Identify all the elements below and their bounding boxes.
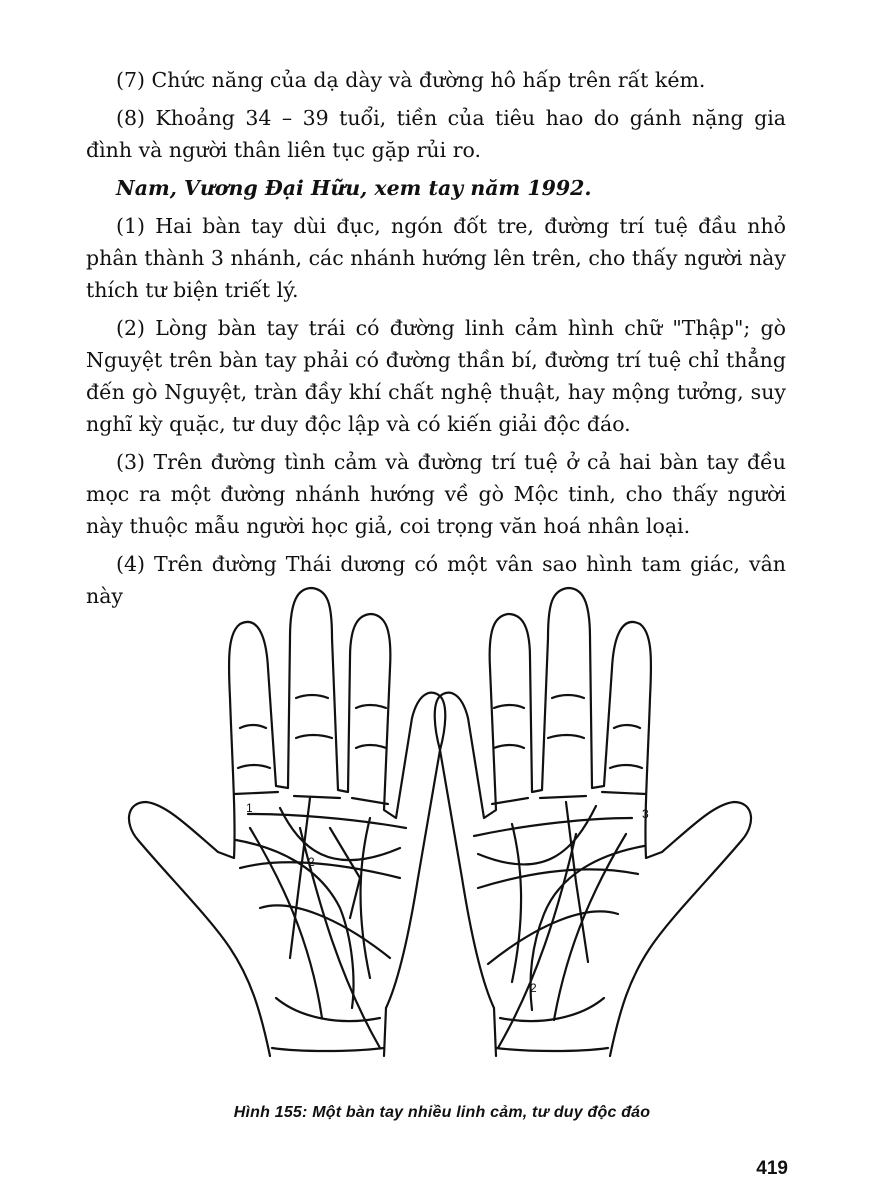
body-text [86, 64, 786, 618]
right-mark-3: 3 [642, 807, 649, 821]
paragraph-item-2: (2) Lòng bàn tay trái có đường linh cảm hình chữ "Thập"; gò Nguyệt trên bàn tay phải có đường thần bí, đường trí tuệ chỉ thẳng đến gò Nguyệt, tràn đầy khí chất nghệ thuật, hay mộng tưởng, suy nghĩ kỳ quặc, tư duy độc lập và có kiến giải độc đáo. [86, 316, 786, 436]
paragraph-item-1: (1) Hai bàn tay dùi đục, ngón đốt tre, đường trí tuệ đầu nhỏ phân thành 3 nhánh, các nhánh hướng lên trên, cho thấy người này thích tư biện triết lý. [86, 214, 786, 302]
right-mark-2: 2 [530, 981, 537, 995]
left-hand [129, 588, 445, 1056]
paragraph-item-8: (8) Khoảng 34 – 39 tuổi, tiền của tiêu hao do gánh nặng gia đình và người thân liên tục gặp rủi ro. [86, 106, 786, 162]
left-mark-2: 2 [308, 855, 315, 869]
paragraph-item-4: (4) Trên đường Thái dương có một vân sao hình tam giác, vân này [86, 552, 786, 608]
palms-drawing [100, 578, 780, 1078]
figure-caption: Hình 155: Một bàn tay nhiều linh cảm, tư duy độc đáo [233, 1104, 651, 1121]
paragraph-item-3: (3) Trên đường tình cảm và đường trí tuệ ở cả hai bàn tay đều mọc ra một đường nhánh hướng về gò Mộc tinh, cho thấy người này thuộc mẫu người học giả, coi trọng văn hoá nhân loại. [86, 450, 786, 538]
section-heading: Nam, Vương Đại Hữu, xem tay năm 1992. [116, 176, 592, 200]
right-hand [435, 588, 751, 1056]
left-mark-1: 1 [246, 801, 253, 815]
palm-illustration [100, 578, 780, 1078]
page-number: 419 [756, 1158, 788, 1179]
paragraph-item-7: (7) Chức năng của dạ dày và đường hô hấp trên rất kém. [116, 68, 706, 92]
